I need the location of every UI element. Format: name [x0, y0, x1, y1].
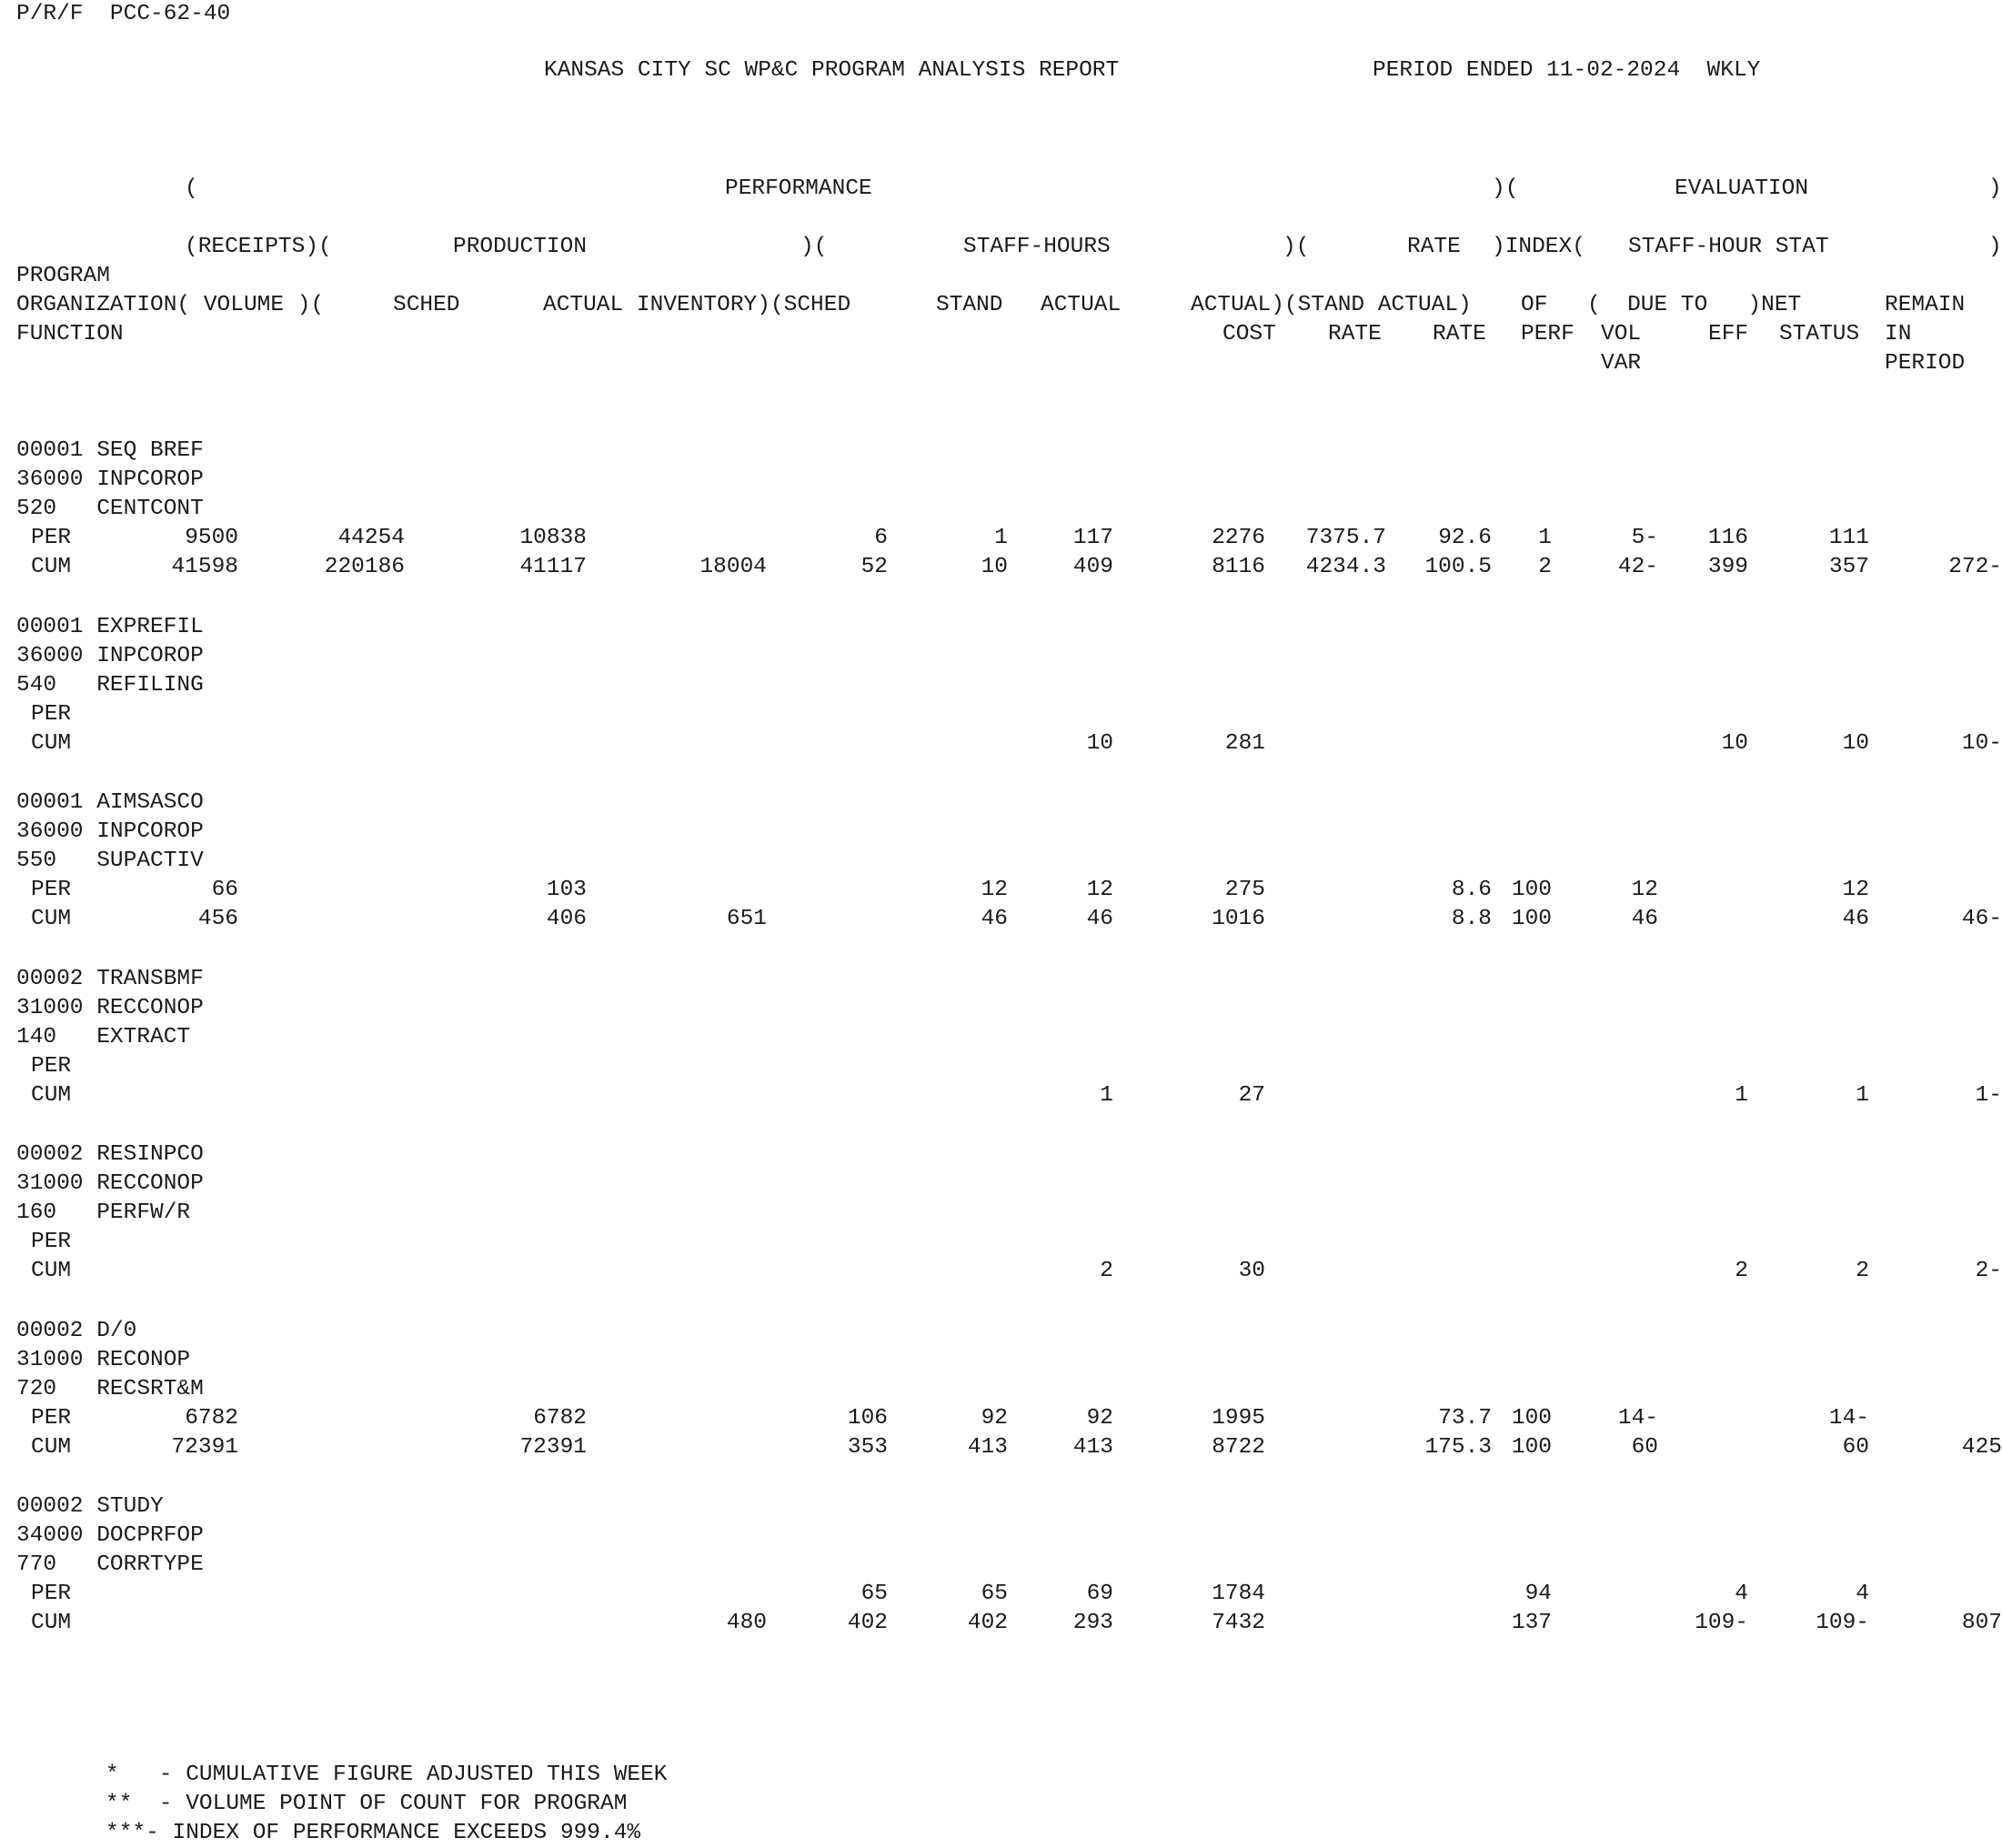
period-ended: PERIOD ENDED 11-02-2024 WKLY	[1373, 58, 1761, 83]
header-evaluation: EVALUATION	[1675, 176, 1809, 201]
cell-rate-stand: 7375.7	[1305, 526, 1386, 550]
organization-code: 36000 INPCOROP	[16, 467, 204, 492]
cell-cost: 1784	[1212, 1582, 1265, 1606]
cell-sh-stand: 10	[981, 555, 1008, 579]
header-close-open: )(	[1492, 176, 1519, 201]
header-close-paren: )	[1988, 176, 2002, 201]
cell-remain: 10-	[1961, 731, 2002, 756]
header-close-paren-2: )	[1988, 235, 2002, 259]
cell-receipts: 66	[211, 878, 238, 902]
header-production: PRODUCTION	[453, 235, 588, 259]
cell-remain: 1-	[1975, 1083, 2002, 1108]
cell-sh-sched: 52	[860, 555, 888, 579]
cell-sh-stand: 46	[981, 907, 1008, 931]
cell-vol-var: 42-	[1617, 555, 1658, 579]
cell-vol-var: 5-	[1631, 526, 1658, 550]
cell-sh-stand: 65	[981, 1582, 1008, 1606]
cell-cost: 8722	[1212, 1435, 1265, 1460]
cell-cost: 8116	[1212, 555, 1265, 579]
cell-prod-actual: 10838	[519, 526, 587, 550]
cell-rate-actual: 8.6	[1451, 878, 1492, 902]
cell-remain: 2-	[1975, 1259, 2002, 1283]
cell-index: 100	[1511, 1406, 1552, 1431]
cell-net-status: 10	[1842, 731, 1869, 756]
header-actual-stand-actual: ACTUAL)(STAND ACTUAL)	[1191, 293, 1472, 317]
cell-sh-sched: 353	[847, 1435, 888, 1460]
function-code: 770 CORRTYPE	[16, 1552, 204, 1577]
header-staff-hour-stat: STAFF-HOUR STAT	[1628, 235, 1829, 259]
header-receipts: (RECEIPTS)(	[185, 235, 332, 259]
header-staff-hours: STAFF-HOURS	[963, 235, 1111, 259]
function-code: 550 SUPACTIV	[16, 849, 204, 873]
cell-net-status: 1	[1856, 1083, 1869, 1108]
cell-net-status: 357	[1828, 555, 1869, 579]
program-code: 00001 AIMSASCO	[16, 790, 204, 815]
cell-net-status: 109-	[1816, 1611, 1869, 1635]
cell-receipts: 72391	[171, 1435, 238, 1460]
cell-receipts: 9500	[185, 526, 238, 550]
cell-cost: 275	[1224, 878, 1265, 902]
organization-code: 34000 DOCPRFOP	[16, 1523, 204, 1548]
cell-index: 2	[1538, 555, 1552, 579]
cell-prod-actual: 41117	[519, 555, 587, 579]
cell-sh-actual: 1	[1100, 1083, 1113, 1108]
cell-eff: 109-	[1695, 1611, 1748, 1635]
cell-net-status: 2	[1856, 1259, 1869, 1283]
cell-sh-stand: 402	[967, 1611, 1008, 1635]
program-code: 00002 TRANSBMF	[16, 967, 204, 991]
header-actual-rate: RATE	[1433, 322, 1486, 346]
function-code: 540 REFILING	[16, 673, 204, 698]
row-label: CUM	[31, 907, 72, 931]
cell-inventory: 18004	[699, 555, 767, 579]
function-code: 520 CENTCONT	[16, 497, 204, 521]
header-index: )INDEX(	[1492, 235, 1585, 259]
cell-rate-stand: 4234.3	[1305, 555, 1386, 579]
header-stand: STAND	[936, 293, 1003, 317]
cell-index: 137	[1511, 1611, 1552, 1635]
cell-sh-stand: 12	[981, 878, 1008, 902]
cell-sh-actual: 2	[1100, 1259, 1113, 1283]
row-label: CUM	[31, 1435, 72, 1460]
cell-receipts: 456	[197, 907, 238, 931]
cell-index: 100	[1511, 1435, 1552, 1460]
program-code: 00002 RESINPCO	[16, 1142, 204, 1167]
cell-inventory: 651	[726, 907, 767, 931]
form-id: P/R/F PCC-62-40	[16, 2, 231, 26]
cell-sh-sched: 402	[847, 1611, 888, 1635]
cell-vol-var: 60	[1631, 1435, 1658, 1460]
header-close-open-1: )(	[800, 235, 828, 259]
header-eff: EFF	[1708, 322, 1749, 346]
cell-prod-actual: 406	[546, 907, 587, 931]
cell-rate-actual: 92.6	[1438, 526, 1492, 550]
cell-sh-sched: 6	[874, 526, 888, 550]
cell-vol-var: 12	[1631, 878, 1658, 902]
cell-rate-actual: 8.8	[1451, 907, 1492, 931]
header-of: OF	[1521, 293, 1548, 317]
cell-sh-sched: 65	[860, 1582, 888, 1606]
cell-net-status: 46	[1842, 907, 1869, 931]
header-remain: REMAIN	[1885, 293, 1966, 317]
header-status: STATUS	[1779, 322, 1860, 346]
cell-eff: 116	[1707, 526, 1748, 550]
header-rate: RATE	[1407, 235, 1461, 259]
cell-remain: 425	[1961, 1435, 2002, 1460]
header-open-paren: (	[185, 176, 198, 201]
row-label: PER	[31, 526, 72, 550]
header-vol: VOL	[1601, 322, 1642, 346]
cell-index: 1	[1538, 526, 1552, 550]
cell-cost: 281	[1224, 731, 1265, 756]
row-label: CUM	[31, 1259, 72, 1283]
header-actual-inventory: ACTUAL INVENTORY)(SCHED	[543, 293, 851, 317]
cell-prod-sched: 44254	[337, 526, 405, 550]
header-performance: PERFORMANCE	[725, 176, 872, 201]
cell-sh-stand: 413	[967, 1435, 1008, 1460]
cell-sh-stand: 92	[981, 1406, 1008, 1431]
cell-rate-actual: 73.7	[1438, 1406, 1492, 1431]
cell-remain: 807	[1961, 1611, 2002, 1635]
cell-prod-sched: 220186	[324, 555, 405, 579]
cell-index: 100	[1511, 878, 1552, 902]
row-label: CUM	[31, 1611, 72, 1635]
row-label: PER	[31, 1406, 72, 1431]
cell-index: 100	[1511, 907, 1552, 931]
row-label: CUM	[31, 555, 72, 579]
cell-vol-var: 14-	[1617, 1406, 1658, 1431]
cell-sh-actual: 293	[1072, 1611, 1113, 1635]
row-label: CUM	[31, 1083, 72, 1108]
cell-sh-sched: 106	[847, 1406, 888, 1431]
cell-net-status: 111	[1828, 526, 1869, 550]
program-code: 00001 SEQ BREF	[16, 438, 204, 463]
cell-sh-actual: 10	[1086, 731, 1113, 756]
row-label: PER	[31, 878, 72, 902]
cell-cost: 30	[1238, 1259, 1265, 1283]
row-label: PER	[31, 1054, 72, 1079]
organization-code: 31000 RECONOP	[16, 1348, 191, 1372]
cell-rate-actual: 175.3	[1424, 1435, 1492, 1460]
organization-code: 36000 INPCOROP	[16, 819, 204, 844]
header-actual: ACTUAL	[1041, 293, 1122, 317]
cell-cost: 2276	[1212, 526, 1265, 550]
row-label: PER	[31, 702, 72, 727]
footnote-1: * - CUMULATIVE FIGURE ADJUSTED THIS WEEK	[106, 1763, 668, 1787]
cell-inventory: 480	[726, 1611, 767, 1635]
cell-remain: 272-	[1948, 555, 2002, 579]
row-label: PER	[31, 1230, 72, 1254]
cell-prod-actual: 6782	[533, 1406, 587, 1431]
header-stand-rate: RATE	[1328, 322, 1382, 346]
cell-vol-var: 46	[1631, 907, 1658, 931]
organization-code: 31000 RECCONOP	[16, 1171, 204, 1196]
header-due-to: ( DUE TO )NET	[1587, 293, 1802, 317]
cell-receipts: 6782	[185, 1406, 238, 1431]
function-code: 160 PERFW/R	[16, 1200, 191, 1225]
cell-sh-actual: 409	[1072, 555, 1113, 579]
cell-sh-stand: 1	[994, 526, 1008, 550]
cell-cost: 1995	[1212, 1406, 1265, 1431]
header-function: FUNCTION	[16, 322, 124, 346]
header-period: PERIOD	[1885, 351, 1966, 376]
header-cost: COST	[1222, 322, 1276, 346]
organization-code: 31000 RECCONOP	[16, 996, 204, 1020]
footnote-2: ** - VOLUME POINT OF COUNT FOR PROGRAM	[106, 1792, 628, 1816]
cell-index: 94	[1524, 1582, 1552, 1606]
program-code: 00002 STUDY	[16, 1494, 164, 1519]
footnote-3: ***- INDEX OF PERFORMANCE EXCEEDS 999.4%	[106, 1821, 641, 1845]
row-label: CUM	[31, 731, 72, 756]
header-program: PROGRAM	[16, 264, 110, 288]
cell-net-status: 4	[1856, 1582, 1869, 1606]
function-code: 720 RECSRT&M	[16, 1377, 204, 1401]
cell-eff: 399	[1707, 555, 1748, 579]
cell-cost: 27	[1238, 1083, 1265, 1108]
cell-prod-actual: 103	[546, 878, 587, 902]
header-close-open-2: )(	[1283, 235, 1310, 259]
cell-remain: 46-	[1961, 907, 2002, 931]
header-in: IN	[1885, 322, 1912, 346]
cell-prod-actual: 72391	[519, 1435, 587, 1460]
cell-sh-actual: 46	[1086, 907, 1113, 931]
function-code: 140 EXTRACT	[16, 1025, 191, 1050]
cell-eff: 1	[1735, 1083, 1748, 1108]
cell-sh-actual: 12	[1086, 878, 1113, 902]
cell-net-status: 60	[1842, 1435, 1869, 1460]
row-label: PER	[31, 1582, 72, 1606]
organization-code: 36000 INPCOROP	[16, 644, 204, 668]
cell-eff: 10	[1721, 731, 1748, 756]
cell-cost: 7432	[1212, 1611, 1265, 1635]
cell-sh-actual: 69	[1086, 1582, 1113, 1606]
header-var: VAR	[1601, 351, 1642, 376]
header-perf: PERF	[1521, 322, 1574, 346]
cell-eff: 4	[1735, 1582, 1748, 1606]
program-code: 00001 EXPREFIL	[16, 615, 204, 639]
header-sched: SCHED	[393, 293, 460, 317]
header-organization: ORGANIZATION( VOLUME )(	[16, 293, 325, 317]
cell-sh-actual: 117	[1072, 526, 1113, 550]
program-code: 00002 D/0	[16, 1319, 137, 1343]
report-title: KANSAS CITY SC WP&C PROGRAM ANALYSIS REPORT	[544, 58, 1120, 83]
cell-sh-actual: 92	[1086, 1406, 1113, 1431]
cell-sh-actual: 413	[1072, 1435, 1113, 1460]
cell-receipts: 41598	[171, 555, 238, 579]
cell-net-status: 14-	[1828, 1406, 1869, 1431]
cell-net-status: 12	[1842, 878, 1869, 902]
cell-rate-actual: 100.5	[1424, 555, 1492, 579]
cell-cost: 1016	[1212, 907, 1265, 931]
cell-eff: 2	[1735, 1259, 1748, 1283]
